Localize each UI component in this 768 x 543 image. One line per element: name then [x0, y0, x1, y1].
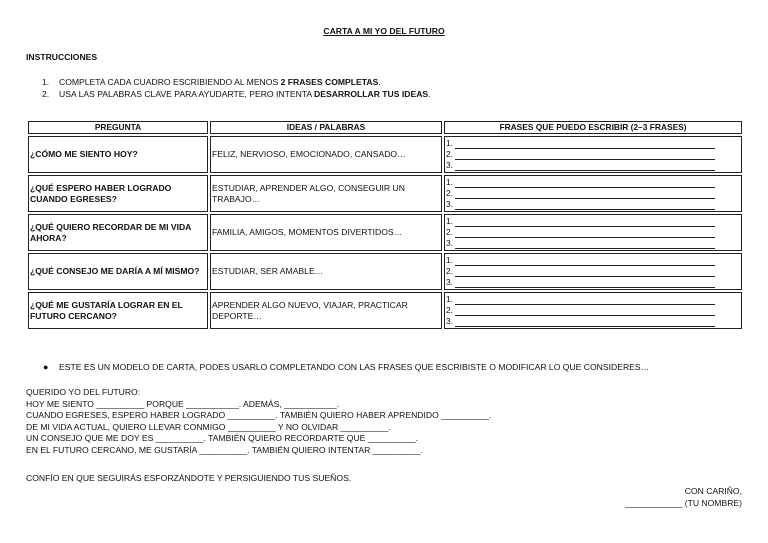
question-cell: ¿QUÉ ESPERO HABER LOGRADO CUANDO EGRESES?: [28, 175, 208, 212]
header-question: PREGUNTA: [28, 121, 208, 134]
letter-line: QUERIDO YO DEL FUTURO:: [26, 387, 141, 397]
blank-line[interactable]: [455, 179, 715, 188]
writing-line[interactable]: [446, 216, 740, 227]
writing-line[interactable]: [446, 199, 740, 210]
page-title: CARTA A MI YO DEL FUTURO: [323, 26, 445, 36]
blank-line[interactable]: [455, 201, 715, 210]
letter-template: [26, 387, 491, 457]
instruction-item: [42, 77, 431, 89]
line-number: 1.: [446, 254, 453, 265]
table-row: [28, 214, 742, 251]
blank-line[interactable]: [455, 307, 715, 316]
writing-cell[interactable]: [444, 214, 742, 251]
line-number: 3.: [446, 277, 453, 288]
instruction-number: 1.: [42, 77, 50, 87]
line-number: 3.: [446, 199, 453, 210]
writing-line[interactable]: [446, 188, 740, 199]
question-cell: ¿CÓMO ME SIENTO HOY?: [28, 136, 208, 173]
line-number: 2.: [446, 148, 453, 159]
instruction-number: 2.: [42, 89, 50, 99]
writing-line[interactable]: [446, 149, 740, 160]
writing-line[interactable]: [446, 316, 740, 327]
blank-line[interactable]: [455, 140, 715, 149]
table-row: [28, 136, 742, 173]
blank-line[interactable]: [455, 162, 715, 171]
blank-line[interactable]: [455, 151, 715, 160]
writing-line[interactable]: [446, 177, 740, 188]
letter-line: EN EL FUTURO CERCANO, ME GUSTARÍA __________. TAMBIÉN QUIERO INTENTAR __________.: [26, 444, 423, 455]
line-number: 3.: [446, 160, 453, 171]
question-cell: ¿QUÉ CONSEJO ME DARÍA A MÍ MISMO?: [28, 253, 208, 290]
line-number: 2.: [446, 265, 453, 276]
writing-cell[interactable]: [444, 292, 742, 329]
blank-line[interactable]: [455, 190, 715, 199]
line-number: 2.: [446, 226, 453, 237]
ideas-cell: ESTUDIAR, SER AMABLE…: [210, 253, 442, 290]
sign-off: CON CARIÑO,: [684, 486, 742, 496]
instruction-item: [42, 89, 431, 101]
writing-line[interactable]: [446, 266, 740, 277]
line-number: 2.: [446, 187, 453, 198]
note-text: ESTE ES UN MODELO DE CARTA, PODES USARLO COMPLETANDO CON LAS FRASES QUE ESCRIBISTE O MODIFICAR LO QUE CONSIDERES…: [59, 362, 650, 372]
table-row: [28, 292, 742, 329]
line-number: 1.: [446, 176, 453, 187]
letter-line: DE MI VIDA ACTUAL, QUIERO LLEVAR CONMIGO __________ Y NO OLVIDAR __________.: [26, 421, 391, 432]
letter-line: HOY ME SIENTO __________ PORQUE ___________. ADEMÁS, ___________.: [26, 398, 340, 409]
header-sentences: FRASES QUE PUEDO ESCRIBIR (2–3 FRASES): [444, 121, 742, 134]
blank-line[interactable]: [455, 318, 715, 327]
table-row: [28, 175, 742, 212]
bullet-icon: ●: [43, 362, 49, 372]
line-number: 3.: [446, 238, 453, 249]
signature-block: [625, 486, 742, 509]
blank-line[interactable]: [455, 279, 715, 288]
table-header-row: [28, 121, 742, 134]
line-number: 2.: [446, 304, 453, 315]
blank-line[interactable]: [455, 229, 715, 238]
writing-line[interactable]: [446, 255, 740, 266]
writing-cell[interactable]: [444, 175, 742, 212]
letter-note: [43, 362, 649, 373]
instructions-list: [42, 77, 431, 101]
question-table: [26, 119, 744, 331]
blank-line[interactable]: [455, 268, 715, 277]
line-number: 3.: [446, 316, 453, 327]
writing-line[interactable]: [446, 160, 740, 171]
blank-line[interactable]: [455, 296, 715, 305]
writing-line[interactable]: [446, 305, 740, 316]
instruction-text: COMPLETA CADA CUADRO ESCRIBIENDO AL MENOS 2 FRASES COMPLETAS.: [59, 77, 381, 87]
writing-line[interactable]: [446, 138, 740, 149]
line-number: 1.: [446, 137, 453, 148]
writing-line[interactable]: [446, 227, 740, 238]
instruction-text: USA LAS PALABRAS CLAVE PARA AYUDARTE, PERO INTENTA DESARROLLAR TUS IDEAS.: [59, 89, 431, 99]
blank-line[interactable]: [455, 218, 715, 227]
question-cell: ¿QUÉ QUIERO RECORDAR DE MI VIDA AHORA?: [28, 214, 208, 251]
ideas-cell: ESTUDIAR, APRENDER ALGO, CONSEGUIR UN TRABAJO…: [210, 175, 442, 212]
ideas-cell: FELIZ, NERVIOSO, EMOCIONADO, CANSADO…: [210, 136, 442, 173]
signature-line: ____________ (TU NOMBRE): [624, 497, 742, 508]
line-number: 1.: [446, 293, 453, 304]
letter-line: CUANDO EGRESES, ESPERO HABER LOGRADO __________. TAMBIÉN QUIERO HABER APRENDIDO __________.: [26, 410, 492, 421]
writing-line[interactable]: [446, 238, 740, 249]
writing-cell[interactable]: [444, 253, 742, 290]
ideas-cell: APRENDER ALGO NUEVO, VIAJAR, PRACTICAR DEPORTE…: [210, 292, 442, 329]
header-ideas: IDEAS / PALABRAS: [210, 121, 442, 134]
ideas-cell: FAMILIA, AMIGOS, MOMENTOS DIVERTIDOS…: [210, 214, 442, 251]
instructions-heading: INSTRUCCIONES: [26, 52, 98, 62]
writing-line[interactable]: [446, 294, 740, 305]
writing-line[interactable]: [446, 277, 740, 288]
blank-line[interactable]: [455, 257, 715, 266]
letter-line: UN CONSEJO QUE ME DOY ES __________. TAMBIÉN QUIERO RECORDARTE QUE __________.: [26, 433, 418, 444]
blank-line[interactable]: [455, 240, 715, 249]
writing-cell[interactable]: [444, 136, 742, 173]
line-number: 1.: [446, 215, 453, 226]
table-row: [28, 253, 742, 290]
question-cell: ¿QUÉ ME GUSTARÍA LOGRAR EN EL FUTURO CERCANO?: [28, 292, 208, 329]
letter-closing: CONFÍO EN QUE SEGUIRÁS ESFORZÁNDOTE Y PERSIGUIENDO TUS SUEÑOS.: [26, 473, 352, 483]
